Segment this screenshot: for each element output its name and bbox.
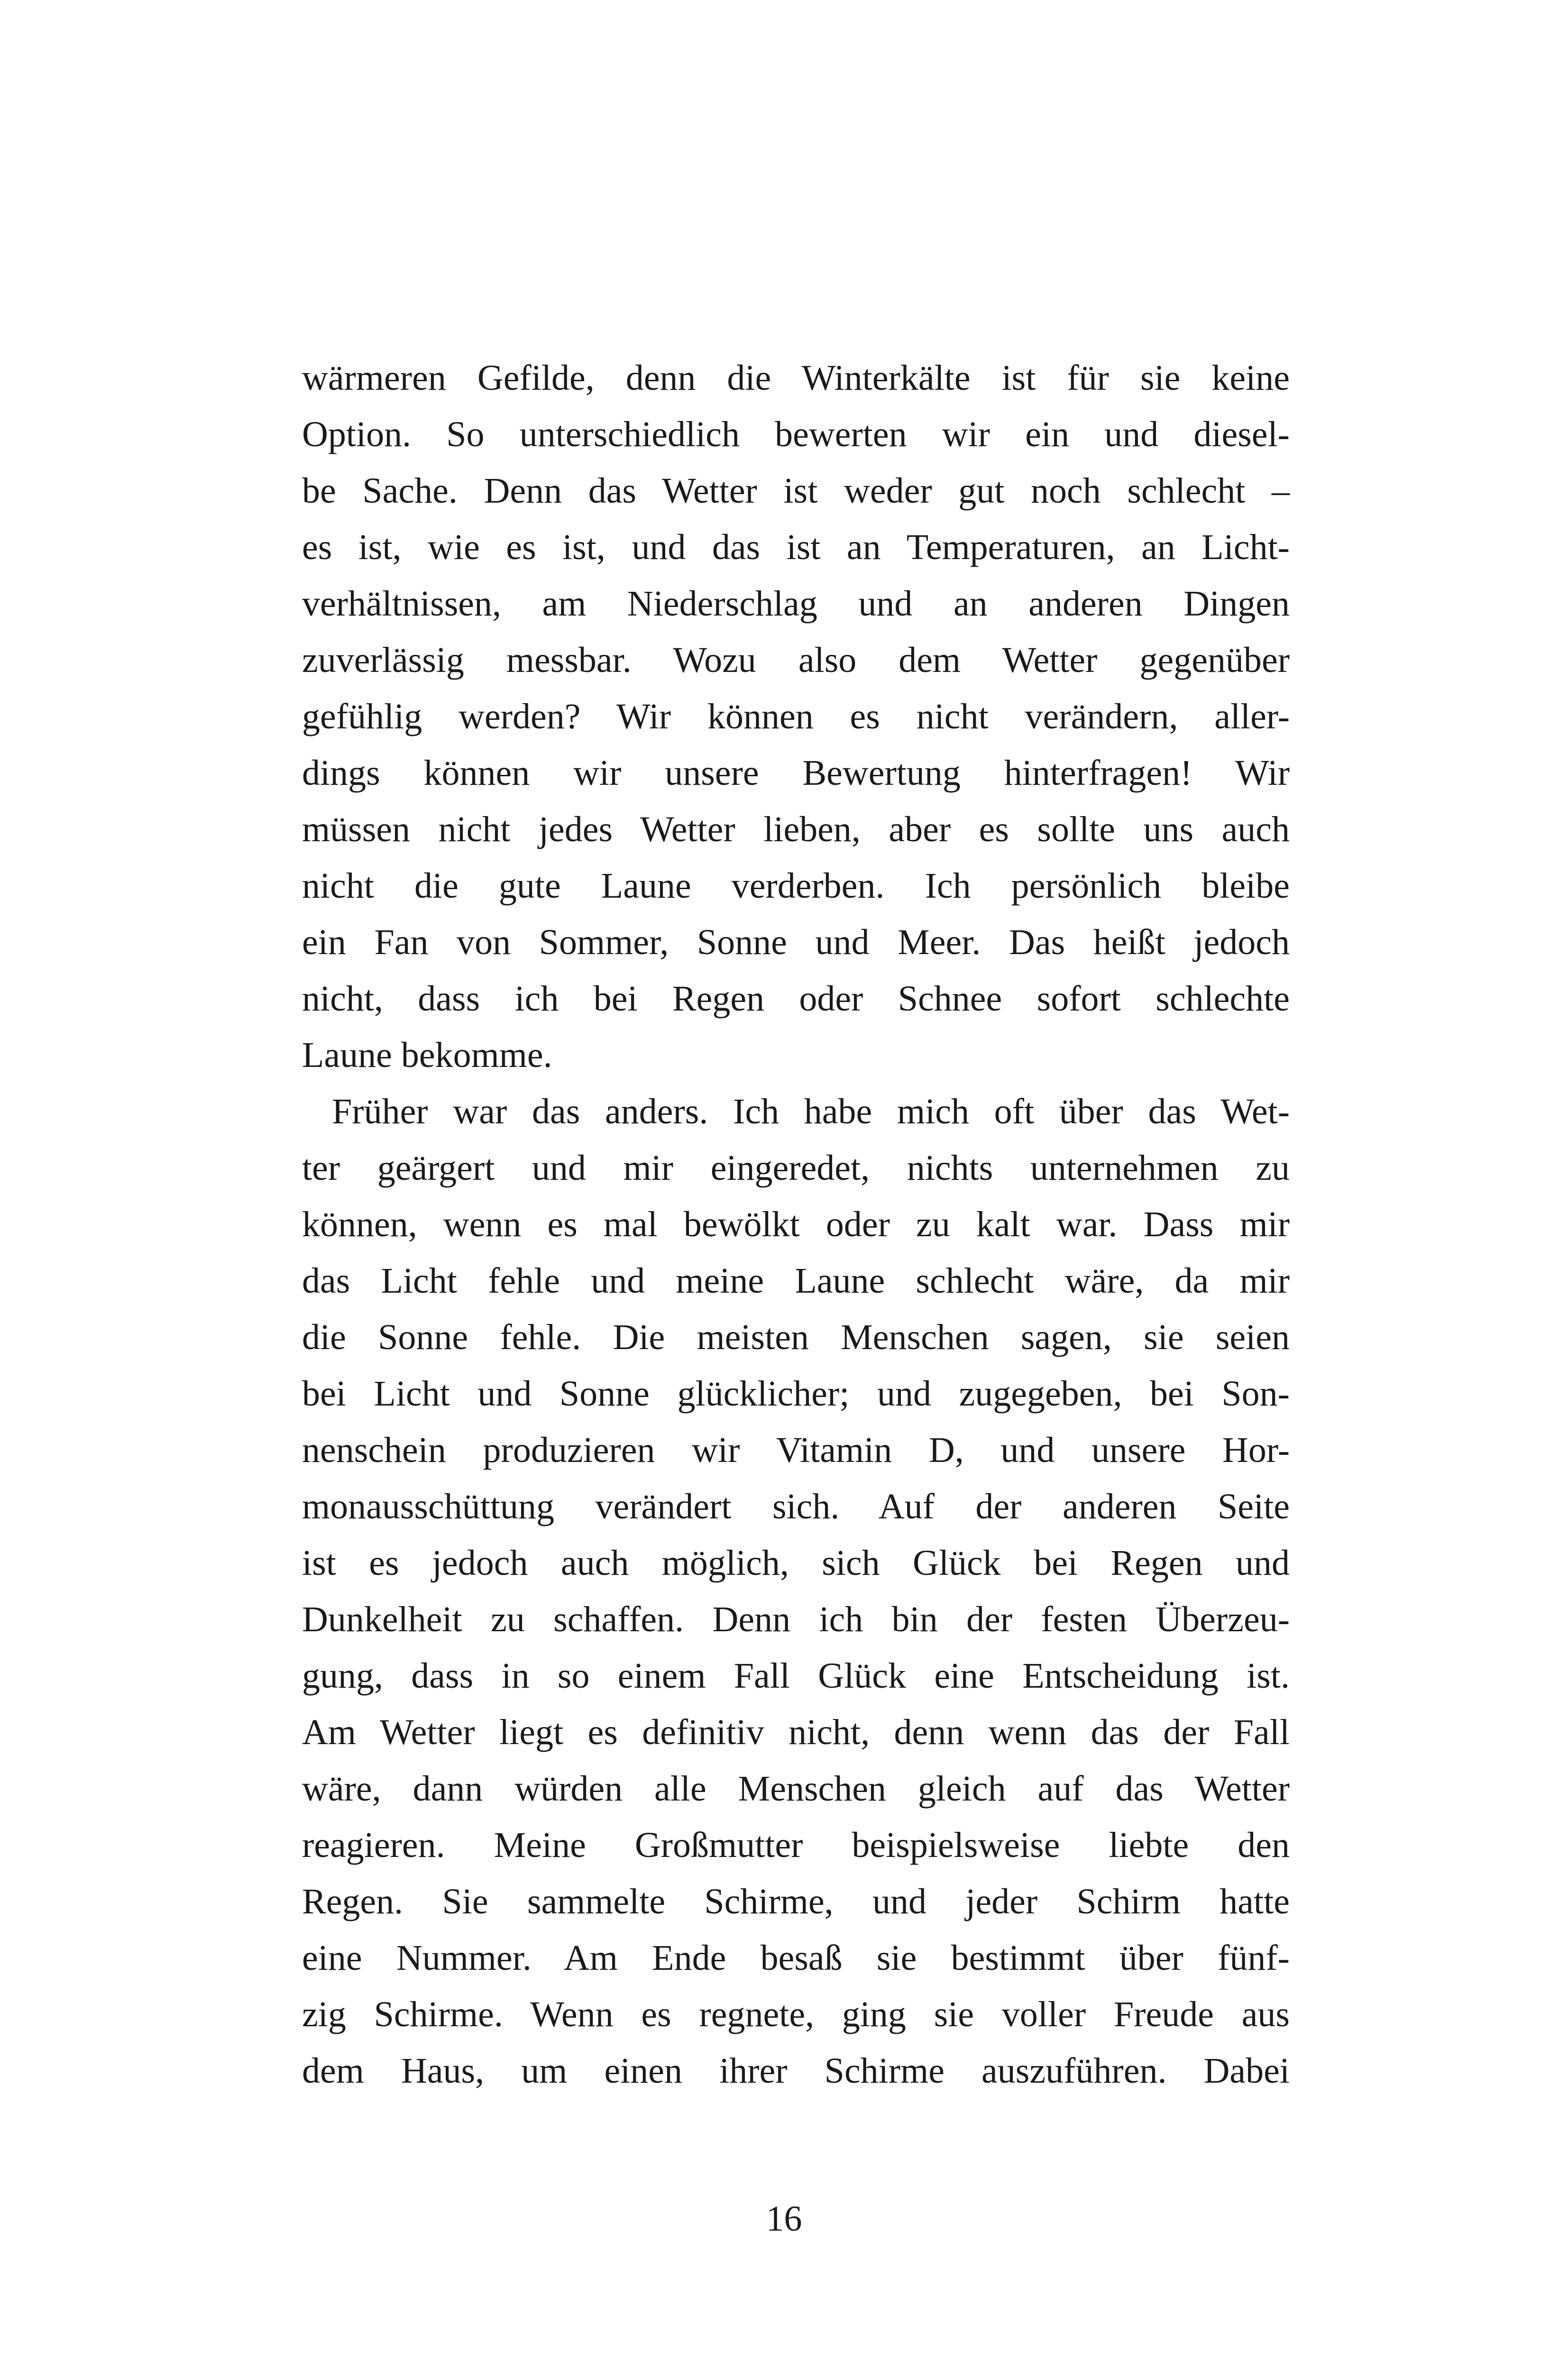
text-line: Regen. Sie sammelte Schirme, und jeder Schirm hatte <box>302 1882 1290 1921</box>
text-line: dem Haus, um einen ihrer Schirme auszuführen. Dabei <box>302 2051 1290 2091</box>
text-line: reagieren. Meine Großmutter beispielsweise liebte den <box>302 1825 1290 1865</box>
text-line: zuverlässig messbar. Wozu also dem Wetter gegenüber <box>302 640 1290 680</box>
text-line: müssen nicht jedes Wetter lieben, aber es sollte uns auch <box>302 809 1290 849</box>
text-line: gefühlig werden? Wir können es nicht verändern, aller- <box>302 697 1290 736</box>
text-line: es ist, wie es ist, und das ist an Temperaturen, an Licht- <box>302 527 1290 567</box>
text-line: bei Licht und Sonne glücklicher; und zugegeben, bei Son- <box>302 1374 1290 1414</box>
text-line: dings können wir unsere Bewertung hinterfragen! Wir <box>302 753 1290 793</box>
text-line: nicht, dass ich bei Regen oder Schnee sofort schlechte <box>302 979 1290 1019</box>
text-line: Dunkelheit zu schaffen. Denn ich bin der festen Überzeu- <box>302 1599 1290 1639</box>
text-line: ein Fan von Sommer, Sonne und Meer. Das heißt jedoch <box>302 922 1290 962</box>
text-line: eine Nummer. Am Ende besaß sie bestimmt über fünf- <box>302 1938 1290 1978</box>
text-line: Am Wetter liegt es definitiv nicht, denn wenn das der Fall <box>302 1712 1290 1752</box>
text-line: ist es jedoch auch möglich, sich Glück bei Regen und <box>302 1543 1290 1583</box>
text-line: Option. So unterschiedlich bewerten wir ein und diesel- <box>302 414 1290 454</box>
text-line: Laune bekomme. <box>302 1035 552 1075</box>
text-line: monausschüttung verändert sich. Auf der anderen Seite <box>302 1487 1290 1526</box>
text-line: be Sache. Denn das Wetter ist weder gut noch schlecht – <box>302 471 1290 511</box>
text-line: die Sonne fehle. Die meisten Menschen sagen, sie seien <box>302 1317 1290 1357</box>
text-line: ter geärgert und mir eingeredet, nichts unternehmen zu <box>302 1148 1290 1188</box>
text-line: zig Schirme. Wenn es regnete, ging sie voller Freude aus <box>302 1994 1290 2034</box>
text-line: verhältnissen, am Niederschlag und an anderen Dingen <box>302 584 1290 624</box>
text-line: gung, dass in so einem Fall Glück eine Entscheidung ist. <box>302 1656 1290 1696</box>
text-line: nicht die gute Laune verderben. Ich persönlich bleibe <box>302 866 1290 906</box>
page-number: 16 <box>766 2199 802 2239</box>
text-line: wäre, dann würden alle Menschen gleich auf das Wetter <box>302 1769 1290 1809</box>
text-line: wärmeren Gefilde, denn die Winterkälte ist für sie keine <box>302 358 1290 398</box>
text-line: können, wenn es mal bewölkt oder zu kalt war. Dass mir <box>302 1204 1290 1244</box>
text-line: Früher war das anders. Ich habe mich oft über das Wet- <box>332 1092 1290 1131</box>
text-line: nenschein produzieren wir Vitamin D, und unsere Hor- <box>302 1430 1290 1470</box>
text-line: das Licht fehle und meine Laune schlecht wäre, da mir <box>302 1261 1290 1301</box>
body-text <box>302 350 1290 2099</box>
